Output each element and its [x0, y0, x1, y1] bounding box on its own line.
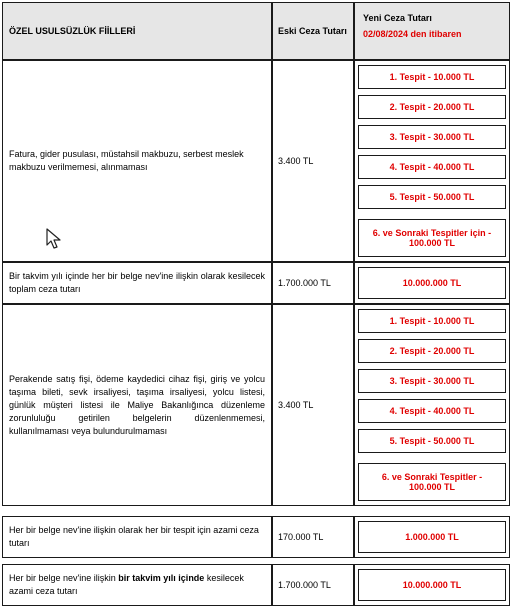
row1-new-fine-4: 4. Tespit - 40.000 TL [358, 155, 506, 179]
row3-old-fine: 3.400 TL [272, 304, 354, 506]
row3-description: Perakende satış fişi, ödeme kaydedici cihaz fişi, giriş ve yolcu taşıma bileti, sevk irsaliyesi, taşıma irsaliyesi, yolcu listesi, günlük müşteri listesi ile Maliye Bakanlığınca düzenleme zorunluluğu getirilen belgelerin düzenlenmemesi, kullanılmaması veya bulundurulmaması [2, 304, 272, 506]
row4-old-fine: 170.000 TL [272, 516, 354, 558]
mouse-pointer-icon [45, 228, 63, 250]
row1-new-fines [354, 60, 510, 262]
row2-old-fine: 1.700.000 TL [272, 262, 354, 304]
row3-new-fine-5: 5. Tespit - 50.000 TL [358, 429, 506, 453]
row4-new-fines [354, 516, 510, 558]
row3-new-fine-2: 2. Tespit - 20.000 TL [358, 339, 506, 363]
row1-new-fine-5: 5. Tespit - 50.000 TL [358, 185, 506, 209]
header-new-fine-label: Yeni Ceza Tutarı [363, 13, 432, 23]
penalty-table [2, 2, 510, 608]
header-col-old-fine [272, 2, 354, 60]
header-col-acts [2, 2, 272, 60]
row3-new-fine-6: 6. ve Sonraki Tespitler - 100.000 TL [358, 463, 506, 501]
row1-new-fine-1: 1. Tespit - 10.000 TL [358, 65, 506, 89]
row5-emphasis: bir takvim yılı içinde [118, 573, 205, 583]
row1-new-fine-2: 2. Tespit - 20.000 TL [358, 95, 506, 119]
row3-new-fine-1: 1. Tespit - 10.000 TL [358, 309, 506, 333]
row5-old-fine: 1.700.000 TL [272, 564, 354, 606]
row3-new-fine-3: 3. Tespit - 30.000 TL [358, 369, 506, 393]
row3-new-fines [354, 304, 510, 506]
row2-new-fines [354, 262, 510, 304]
row1-new-fine-6: 6. ve Sonraki Tespitler için - 100.000 TL [358, 219, 506, 257]
header-acts-label: ÖZEL USULSÜZLÜK FİİLLERİ [9, 26, 136, 36]
row2-description: Bir takvim yılı içinde her bir belge nev'ine ilişkin olarak kesilecek toplam ceza tutarı [2, 262, 272, 304]
row5-new-fines [354, 564, 510, 606]
row3-new-fine-4: 4. Tespit - 40.000 TL [358, 399, 506, 423]
row5-description: Her bir belge nev'ine ilişkin bir takvim yılı içinde kesilecek azami ceza tutarı [2, 564, 272, 606]
row2-new-fine-1: 10.000.000 TL [358, 267, 506, 299]
row1-old-fine: 3.400 TL [272, 60, 354, 262]
header-new-fine-date: 02/08/2024 den itibaren [363, 29, 462, 39]
row4-new-fine-1: 1.000.000 TL [358, 521, 506, 553]
header-col-new-fine [354, 2, 510, 60]
row1-description: Fatura, gider pusulası, müstahsil makbuzu, serbest meslek makbuzu verilmemesi, alınmaması [2, 60, 272, 262]
row4-description: Her bir belge nev'ine ilişkin olarak her bir tespit için azami ceza tutarı [2, 516, 272, 558]
row5-new-fine-1: 10.000.000 TL [358, 569, 506, 601]
row1-new-fine-3: 3. Tespit - 30.000 TL [358, 125, 506, 149]
header-old-fine-label: Eski Ceza Tutarı [278, 26, 347, 36]
